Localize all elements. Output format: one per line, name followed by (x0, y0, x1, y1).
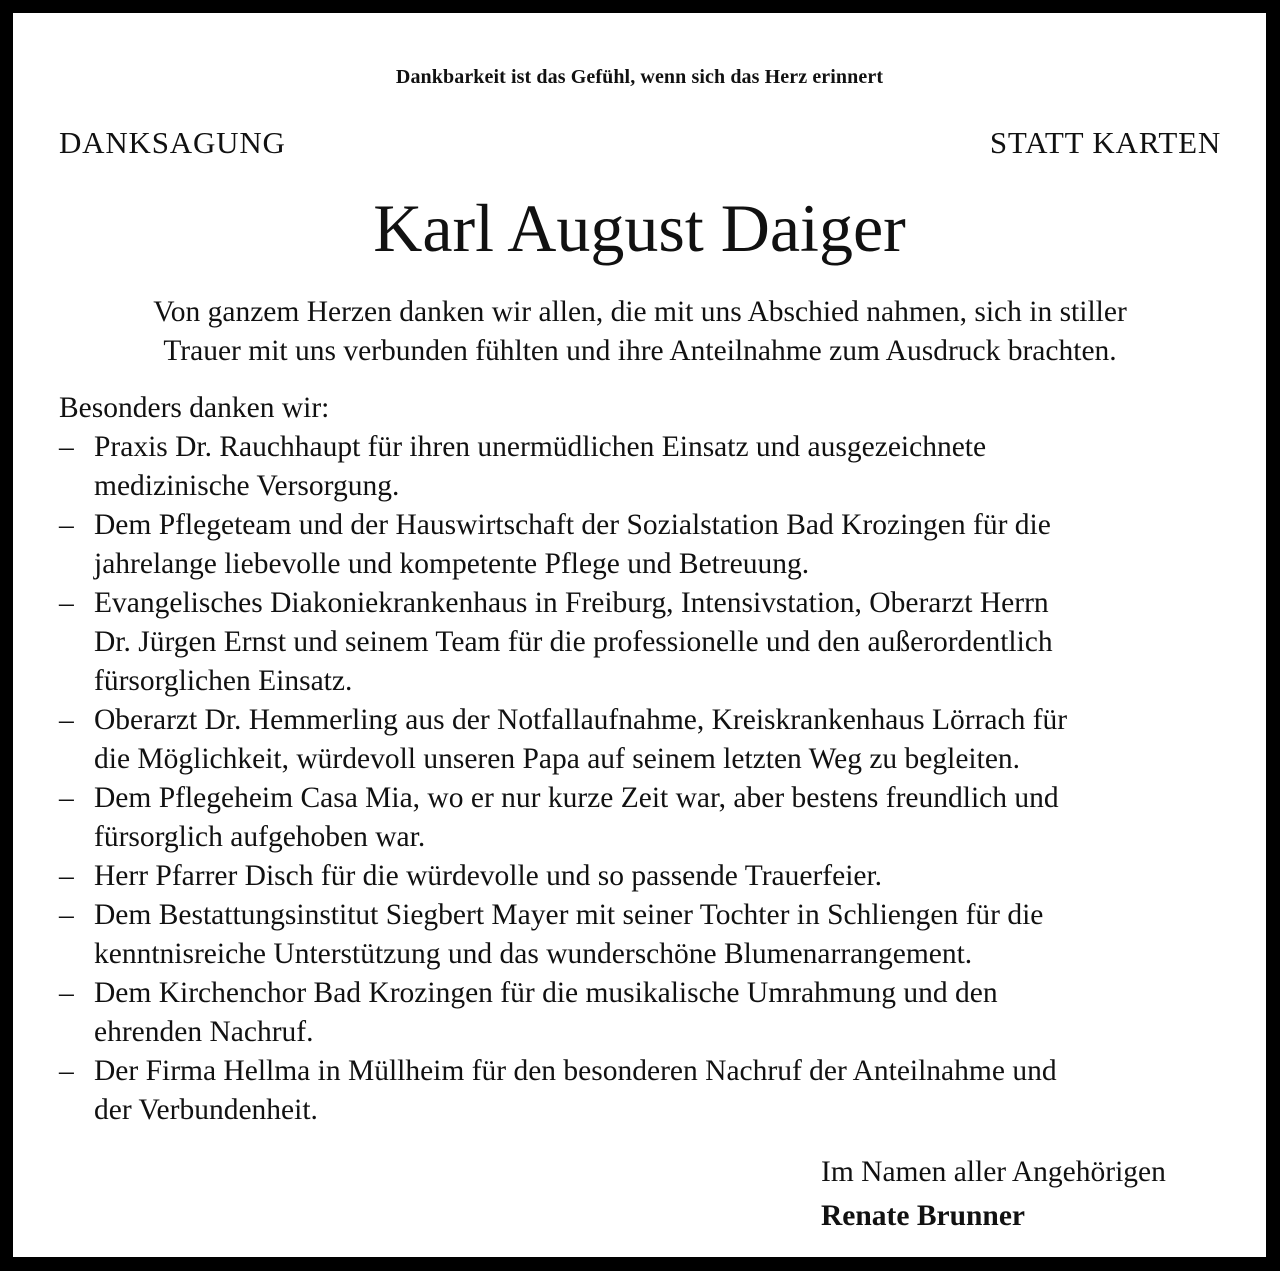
thanks-item (59, 701, 1229, 779)
signature-block (821, 1150, 1166, 1238)
dash-bullet: – (59, 860, 74, 892)
header-danksagung: DANKSAGUNG (59, 125, 286, 160)
thanks-item-line: jahrelange liebevolle und kompetente Pflege und Betreuung. (94, 548, 810, 580)
thanks-item-line: Praxis Dr. Rauchhaupt für ihren unermüdlichen Einsatz und ausgezeichnete (94, 431, 987, 463)
deceased-name: Karl August Daiger (373, 190, 906, 266)
thanks-item-line: medizinische Versorgung. (94, 470, 400, 502)
thanks-list (59, 428, 1229, 1130)
intro-line: Von ganzem Herzen danken wir allen, die mit uns Abschied nahmen, sich in stiller (153, 296, 1127, 328)
dash-bullet: – (59, 509, 74, 541)
thanks-item (59, 857, 1229, 896)
thanks-item-line: Dem Pflegeteam und der Hauswirtschaft der Sozialstation Bad Krozingen für die (94, 509, 1051, 541)
dash-bullet: – (59, 1055, 74, 1087)
dash-bullet: – (59, 704, 74, 736)
dash-bullet: – (59, 782, 74, 814)
thanks-item-line: Der Firma Hellma in Müllheim für den besonderen Nachruf der Anteilnahme und (94, 1055, 1057, 1087)
thanks-item-line: Oberarzt Dr. Hemmerling aus der Notfallaufnahme, Kreiskrankenhaus Lörrach für (94, 704, 1068, 736)
thanks-item-line: fürsorglichen Einsatz. (94, 665, 353, 697)
thanks-item-line: fürsorglich aufgehoben war. (94, 821, 426, 853)
thanks-item (59, 428, 1229, 506)
thanks-item-line: Dem Pflegeheim Casa Mia, wo er nur kurze Zeit war, aber bestens freundlich und (94, 782, 1059, 814)
thanks-item-line: ehrenden Nachruf. (94, 1016, 314, 1048)
header-statt-karten: STATT KARTEN (989, 125, 1221, 160)
dash-bullet: – (59, 899, 74, 931)
thanks-item (59, 974, 1229, 1052)
obituary-notice (13, 13, 1266, 1257)
thanks-section (59, 389, 1229, 1130)
intro-paragraph (59, 293, 1221, 371)
thanks-item-line: Dr. Jürgen Ernst und seinem Team für die professionelle und den außerordentlich (94, 626, 1053, 658)
thanks-item (59, 896, 1229, 974)
signature-closing: Im Namen aller Angehörigen (821, 1156, 1166, 1188)
intro-line: Trauer mit uns verbunden fühlten und ihre Anteilnahme zum Ausdruck brachten. (163, 335, 1117, 367)
motto-line: Dankbarkeit ist das Gefühl, wenn sich das Herz erinnert (395, 66, 884, 88)
thanks-item (59, 506, 1229, 584)
signer-name: Renate Brunner (821, 1200, 1026, 1232)
thanks-item (59, 779, 1229, 857)
thanks-item-line: der Verbundenheit. (94, 1094, 318, 1126)
thanks-item-line: Evangelisches Diakoniekrankenhaus in Freiburg, Intensivstation, Oberarzt Herrn (94, 587, 1049, 619)
thanks-item-line: die Möglichkeit, würdevoll unseren Papa auf seinem letzten Weg zu begleiten. (94, 743, 1021, 775)
thanks-item (59, 584, 1229, 701)
thanks-heading: Besonders danken wir: (59, 392, 330, 424)
dash-bullet: – (59, 587, 74, 619)
thanks-item (59, 1052, 1229, 1130)
thanks-item-line: Dem Kirchenchor Bad Krozingen für die musikalische Umrahmung und den (94, 977, 998, 1009)
thanks-item-line: kenntnisreiche Unterstützung und das wunderschöne Blumenarrangement. (94, 938, 973, 970)
thanks-item-line: Dem Bestattungsinstitut Siegbert Mayer mit seiner Tochter in Schliengen für die (94, 899, 1044, 931)
thanks-item-line: Herr Pfarrer Disch für die würdevolle und so passende Trauerfeier. (94, 860, 883, 892)
dash-bullet: – (59, 977, 74, 1009)
dash-bullet: – (59, 431, 74, 463)
